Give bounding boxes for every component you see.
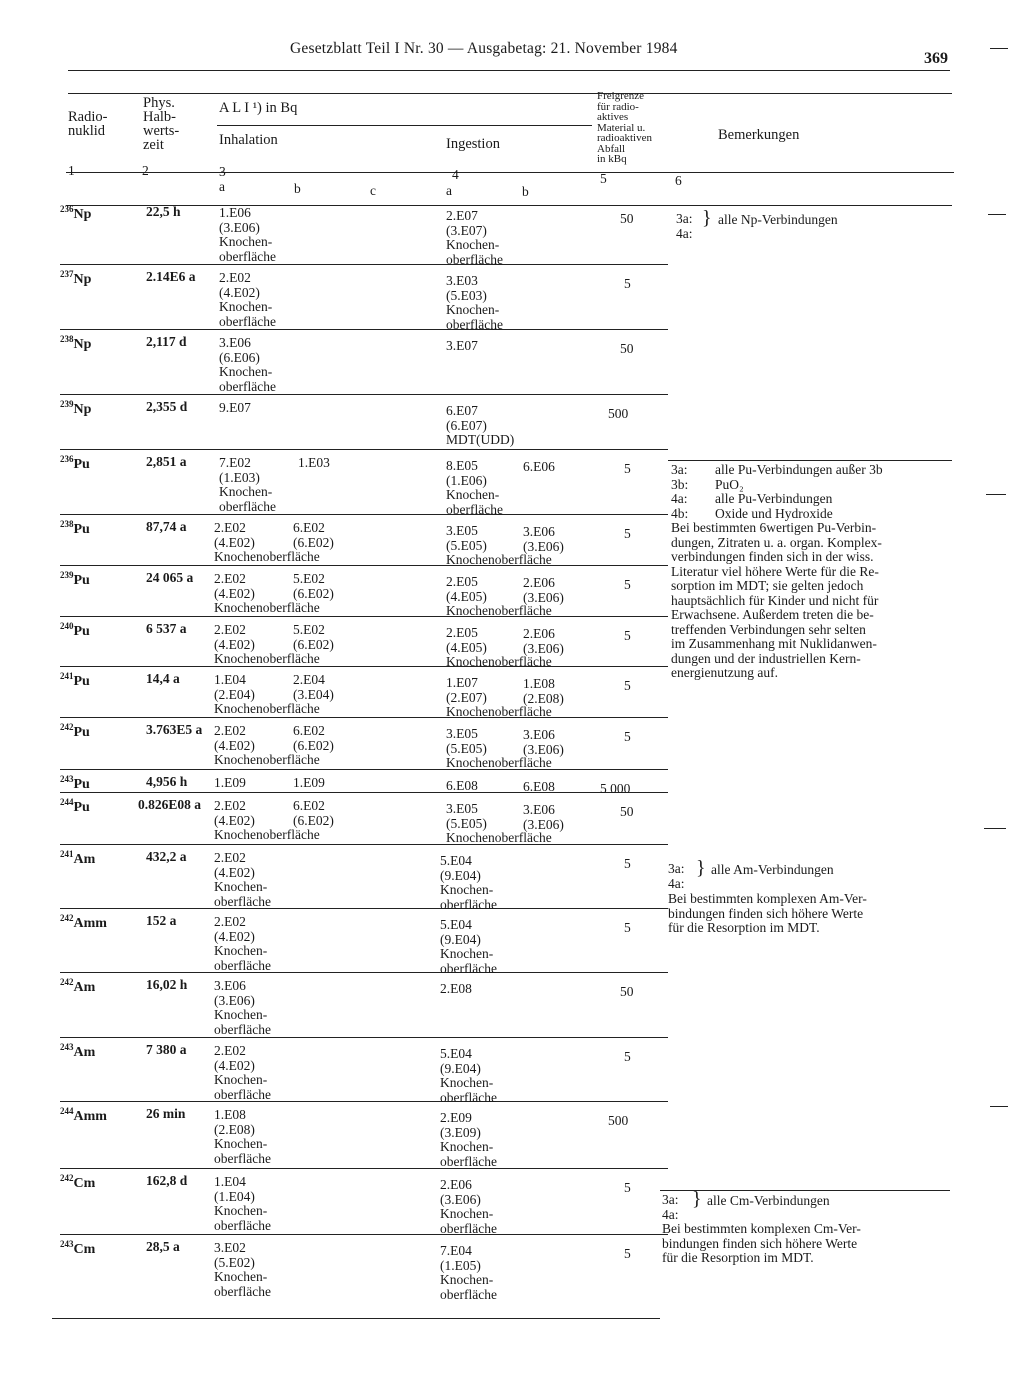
freigrenze-value: 5	[624, 628, 631, 643]
inhalation-a: 7.E02 (1.E03) Knochen- oberfläche	[219, 455, 276, 514]
inhalation-a: 2.E02 (4.E02) Knochenoberfläche	[214, 571, 320, 615]
freigrenze-value: 50	[620, 211, 634, 226]
element-symbol: Np	[73, 272, 92, 287]
margin-mark	[986, 494, 1006, 495]
inhalation-a: 1.E09	[214, 775, 246, 790]
ingestion-b: 3.E06 (3.E06)	[523, 524, 564, 554]
element-symbol: Pu	[73, 674, 90, 689]
freigrenze-value: 5	[624, 577, 631, 592]
ingestion-a: 2.E06 (3.E06) Knochen- oberfläche	[440, 1177, 497, 1236]
margin-mark	[988, 214, 1006, 215]
top-rule	[68, 70, 950, 71]
mass-number: 243	[60, 1239, 74, 1249]
row-separator	[60, 565, 668, 566]
freigrenze-value: 5	[624, 920, 631, 935]
ingestion-b: 2.E06 (3.E06)	[523, 626, 564, 656]
element-symbol: Amm	[73, 1109, 107, 1124]
half-life: 152 a	[146, 913, 177, 928]
freigrenze-value: 5 000	[600, 781, 631, 796]
nuclide-symbol	[60, 399, 91, 418]
element-symbol: Pu	[73, 522, 90, 537]
ingestion-a: 3.E05 (5.E05) Knochenoberfläche	[446, 801, 552, 845]
sub-inh-a: a	[219, 179, 225, 194]
nuclide-symbol	[60, 671, 90, 690]
row-separator	[60, 449, 668, 450]
element-symbol: Cm	[73, 1242, 96, 1257]
col-inhalation: Inhalation	[219, 132, 278, 148]
freigrenze-value: 5	[624, 678, 631, 693]
mass-number: 242	[60, 913, 74, 923]
half-life: 7 380 a	[146, 1042, 187, 1057]
element-symbol: Am	[73, 1045, 96, 1060]
mass-number: 238	[60, 519, 74, 529]
half-life: 4,956 h	[146, 774, 188, 789]
inhalation-a: 2.E02 (4.E02) Knochen- oberfläche	[219, 270, 276, 329]
mass-number: 242	[60, 1173, 74, 1183]
inhalation-a: 3.E06 (3.E06) Knochen- oberfläche	[214, 978, 271, 1037]
half-life: 24 065 a	[146, 570, 194, 585]
ingestion-b: 3.E06 (3.E06)	[523, 802, 564, 832]
nuclide-symbol	[60, 334, 91, 353]
half-life: 14,4 a	[146, 671, 180, 686]
mass-number: 239	[60, 570, 74, 580]
row-separator	[60, 908, 668, 909]
half-life: 0.826E08 a	[138, 797, 202, 812]
half-life: 22,5 h	[146, 204, 181, 219]
remark-np-text: alle Np-Verbindungen	[718, 212, 838, 227]
col-num-6: 6	[675, 173, 682, 188]
element-symbol: Np	[73, 337, 92, 352]
row-separator	[60, 514, 668, 515]
col-radionuklid: Radio- nuklid	[68, 109, 108, 139]
freigrenze-value: 5	[624, 729, 631, 744]
nuclide-symbol	[60, 1106, 107, 1125]
half-life: 2,117 d	[146, 334, 187, 349]
ingestion-b: 3.E06 (3.E06)	[523, 727, 564, 757]
remark-np-labels: 3a: 4a:	[676, 211, 693, 241]
nuclide-symbol	[60, 269, 91, 288]
remark-am-note: Bei bestimmten komplexen Am-Ver- bindungen finden sich höhere Werte für die Resorption im MDT.	[668, 891, 867, 935]
element-symbol: Np	[73, 207, 92, 222]
inhalation-a: 2.E02 (4.E02) Knochenoberfläche	[214, 520, 320, 564]
element-symbol: Pu	[73, 725, 90, 740]
inhalation-a: 2.E02 (4.E02) Knochen- oberfläche	[214, 850, 271, 909]
freigrenze-value: 500	[608, 406, 629, 421]
inhalation-a: 9.E07	[219, 400, 251, 415]
remark-cm-rule	[660, 1190, 950, 1191]
col-halbwertszeit: Phys. Halb- werts- zeit	[143, 95, 180, 153]
sub-inh-c: c	[370, 183, 376, 198]
col-num-4: 4	[452, 167, 459, 182]
col-num-1: 1	[68, 163, 75, 178]
ingestion-a: 8.E05 (1.E06) Knochen- oberfläche	[446, 458, 503, 517]
col-num-3: 3	[219, 164, 226, 179]
brace-am: }	[696, 857, 706, 879]
brace-np: }	[702, 207, 712, 229]
mass-number: 241	[60, 671, 74, 681]
col-ali: A L I ¹) in Bq	[219, 100, 298, 116]
remark-pu-labels: 3a: 3b: 4a: 4b:	[671, 462, 689, 521]
ingestion-a: 2.E05 (4.E05) Knochenoberfläche	[446, 574, 552, 618]
remark-cm-note: Bei bestimmten komplexen Cm-Ver- bindungen finden sich höhere Werte für die Resorption im MDT.	[662, 1221, 861, 1265]
mass-number: 244	[60, 1106, 74, 1116]
nuclide-symbol	[60, 519, 90, 538]
inhalation-a: 1.E04 (1.E04) Knochen- oberfläche	[214, 1174, 271, 1233]
half-life: 2.14E6 a	[146, 269, 196, 284]
half-life: 87,74 a	[146, 519, 187, 534]
freigrenze-value: 5	[624, 856, 631, 871]
margin-mark	[990, 48, 1008, 49]
row-separator	[60, 394, 668, 395]
remark-cm-labels: 3a: 4a:	[662, 1192, 679, 1222]
nuclide-symbol	[60, 1173, 95, 1192]
row-separator	[60, 844, 668, 845]
page-number: 369	[924, 50, 948, 67]
sub-ing-a: a	[446, 183, 452, 198]
nuclide-symbol	[60, 797, 90, 816]
inhalation-a: 2.E02 (4.E02) Knochenoberfläche	[214, 723, 320, 767]
half-life: 3.763E5 a	[146, 722, 203, 737]
column-number-rule-top	[66, 172, 954, 173]
sub-ing-b: b	[522, 184, 529, 199]
ingestion-a: 2.E08	[440, 981, 472, 996]
ingestion-a: 5.E04 (9.E04) Knochen- oberfläche	[440, 853, 497, 912]
mass-number: 243	[60, 1042, 74, 1052]
header-rule	[68, 93, 952, 94]
remark-cm-text: alle Cm-Verbindungen	[707, 1193, 830, 1208]
row-separator	[60, 792, 668, 793]
element-symbol: Pu	[73, 624, 90, 639]
mass-number: 244	[60, 797, 74, 807]
row-separator	[60, 717, 668, 718]
element-symbol: Cm	[73, 1176, 96, 1191]
ingestion-a: 3.E07	[446, 338, 478, 353]
inhalation-a: 2.E02 (4.E02) Knochen- oberfläche	[214, 1043, 271, 1102]
mass-number: 237	[60, 269, 74, 279]
mass-number: 241	[60, 849, 74, 859]
inhalation-b: 1.E09	[293, 775, 325, 790]
nuclide-symbol	[60, 774, 90, 793]
col-ingestion: Ingestion	[446, 136, 500, 152]
freigrenze-value: 5	[624, 1246, 631, 1261]
ingestion-a: 2.E07 (3.E07) Knochen- oberfläche	[446, 208, 503, 267]
freigrenze-value: 50	[620, 984, 634, 999]
half-life: 28,5 a	[146, 1239, 180, 1254]
row-separator	[60, 616, 668, 617]
mass-number: 240	[60, 621, 74, 631]
inhalation-a: 1.E06 (3.E06) Knochen- oberfläche	[219, 205, 276, 264]
ingestion-b: 1.E08 (2.E08)	[523, 676, 564, 706]
ingestion-a: 7.E04 (1.E05) Knochen- oberfläche	[440, 1243, 497, 1302]
half-life: 2,355 d	[146, 399, 188, 414]
mass-number: 242	[60, 977, 74, 987]
row-separator	[60, 1101, 668, 1102]
half-life: 6 537 a	[146, 621, 187, 636]
freigrenze-value: 5	[624, 276, 631, 291]
element-symbol: Am	[73, 852, 96, 867]
nuclide-symbol	[60, 849, 95, 868]
remark-am-text: alle Am-Verbindungen	[711, 862, 834, 877]
ingestion-a: 5.E04 (9.E04) Knochen- oberfläche	[440, 1046, 497, 1105]
row-separator	[52, 1318, 660, 1319]
mass-number: 242	[60, 722, 74, 732]
ingestion-a: 5.E04 (9.E04) Knochen- oberfläche	[440, 917, 497, 976]
ingestion-b: 2.E06 (3.E06)	[523, 575, 564, 605]
element-symbol: Pu	[73, 800, 90, 815]
remark-pu-rule	[668, 460, 952, 461]
margin-mark	[990, 1106, 1008, 1107]
row-separator	[60, 264, 668, 265]
col-freigrenze: Freigrenze für radio- aktives Material u. radioaktiven Abfall in kBq	[597, 90, 652, 165]
nuclide-symbol	[60, 722, 90, 741]
inhalation-b: 6.E02 (6.E02)	[293, 520, 334, 550]
inhalation-a: 2.E02 (4.E02) Knochen- oberfläche	[214, 914, 271, 973]
row-separator	[60, 1168, 668, 1169]
inhalation-a: 2.E02 (4.E02) Knochenoberfläche	[214, 622, 320, 666]
inhalation-b: 6.E02 (6.E02)	[293, 798, 334, 828]
margin-mark	[984, 828, 1006, 829]
column-number-rule-bottom	[66, 205, 952, 206]
row-separator	[60, 1234, 668, 1235]
element-symbol: Pu	[73, 457, 90, 472]
element-symbol: Np	[73, 402, 92, 417]
ingestion-b: 6.E06	[523, 459, 555, 474]
nuclide-symbol	[60, 204, 91, 223]
inhalation-b: 2.E04 (3.E04)	[293, 672, 334, 702]
inhalation-b: 5.E02 (6.E02)	[293, 571, 334, 601]
ingestion-a: 2.E05 (4.E05) Knochenoberfläche	[446, 625, 552, 669]
col-num-5: 5	[600, 171, 607, 186]
mass-number: 243	[60, 774, 74, 784]
element-symbol: Pu	[73, 777, 90, 792]
inhalation-a: 1.E04 (2.E04) Knochenoberfläche	[214, 672, 320, 716]
ingestion-a: 6.E07 (6.E07) MDT(UDD)	[446, 403, 515, 447]
nuclide-symbol	[60, 913, 107, 932]
ingestion-a: 3.E03 (5.E03) Knochen- oberfläche	[446, 273, 503, 332]
element-symbol: Amm	[73, 916, 107, 931]
sub-inh-b: b	[294, 181, 301, 196]
half-life: 26 min	[146, 1106, 186, 1121]
remark-pu-note: Bei bestimmten 6wertigen Pu-Verbin- dungen, Zitraten u. a. organ. Komplex- verbindungen finden sich in der wiss. Literatur viel höhere Werte für die Re- sorption im MDT; sie gelten jedoch hauptsächlich für Kinder und nicht für Erwachsene. Außerdem treten die be- treffenden Verbindungen sehr selten im Zusammenhang mit Nuklidanwen- dungen und der industriellen Kern- energienutzung auf.	[671, 520, 882, 680]
ingestion-a: 2.E09 (3.E09) Knochen- oberfläche	[440, 1110, 497, 1169]
nuclide-symbol	[60, 621, 90, 640]
inhalation-a: 1.E08 (2.E08) Knochen- oberfläche	[214, 1107, 271, 1166]
inhalation-b: 1.E03	[298, 455, 330, 470]
remark-pu-items: alle Pu-Verbindungen außer 3b PuO₂ alle Pu-Verbindungen Oxide und Hydroxide	[715, 462, 883, 521]
page-header: Gesetzblatt Teil I Nr. 30 — Ausgabetag: 21. November 1984	[290, 40, 678, 57]
mass-number: 238	[60, 334, 74, 344]
ingestion-b: 6.E08	[523, 779, 555, 794]
freigrenze-value: 5	[624, 1049, 631, 1064]
row-separator	[60, 1037, 668, 1038]
half-life: 16,02 h	[146, 977, 188, 992]
ali-underline	[217, 125, 592, 126]
element-symbol: Pu	[73, 573, 90, 588]
remark-am-labels: 3a: 4a:	[668, 861, 685, 891]
freigrenze-value: 50	[620, 341, 634, 356]
nuclide-symbol	[60, 1239, 95, 1258]
half-life: 162,8 d	[146, 1173, 188, 1188]
row-separator	[60, 972, 668, 973]
col-num-2: 2	[142, 163, 149, 178]
col-bemerkungen: Bemerkungen	[718, 127, 800, 143]
mass-number: 236	[60, 204, 74, 214]
freigrenze-value: 5	[624, 1180, 631, 1195]
freigrenze-value: 5	[624, 526, 631, 541]
inhalation-a: 3.E02 (5.E02) Knochen- oberfläche	[214, 1240, 271, 1299]
row-separator	[60, 769, 668, 770]
brace-cm: }	[692, 1188, 702, 1210]
freigrenze-value: 5	[624, 461, 631, 476]
mass-number: 236	[60, 454, 74, 464]
nuclide-symbol	[60, 454, 90, 473]
nuclide-symbol	[60, 570, 90, 589]
half-life: 432,2 a	[146, 849, 187, 864]
inhalation-a: 2.E02 (4.E02) Knochenoberfläche	[214, 798, 320, 842]
ingestion-a: 6.E08	[446, 778, 478, 793]
mass-number: 239	[60, 399, 74, 409]
row-separator	[60, 329, 668, 330]
row-separator	[60, 666, 668, 667]
inhalation-a: 3.E06 (6.E06) Knochen- oberfläche	[219, 335, 276, 394]
inhalation-b: 6.E02 (6.E02)	[293, 723, 334, 753]
inhalation-b: 5.E02 (6.E02)	[293, 622, 334, 652]
ingestion-a: 3.E05 (5.E05) Knochenoberfläche	[446, 726, 552, 770]
ingestion-a: 1.E07 (2.E07) Knochenoberfläche	[446, 675, 552, 719]
freigrenze-value: 50	[620, 804, 634, 819]
nuclide-symbol	[60, 977, 95, 996]
half-life: 2,851 a	[146, 454, 187, 469]
ingestion-a: 3.E05 (5.E05) Knochenoberfläche	[446, 523, 552, 567]
element-symbol: Am	[73, 980, 96, 995]
nuclide-symbol	[60, 1042, 95, 1061]
freigrenze-value: 500	[608, 1113, 629, 1128]
